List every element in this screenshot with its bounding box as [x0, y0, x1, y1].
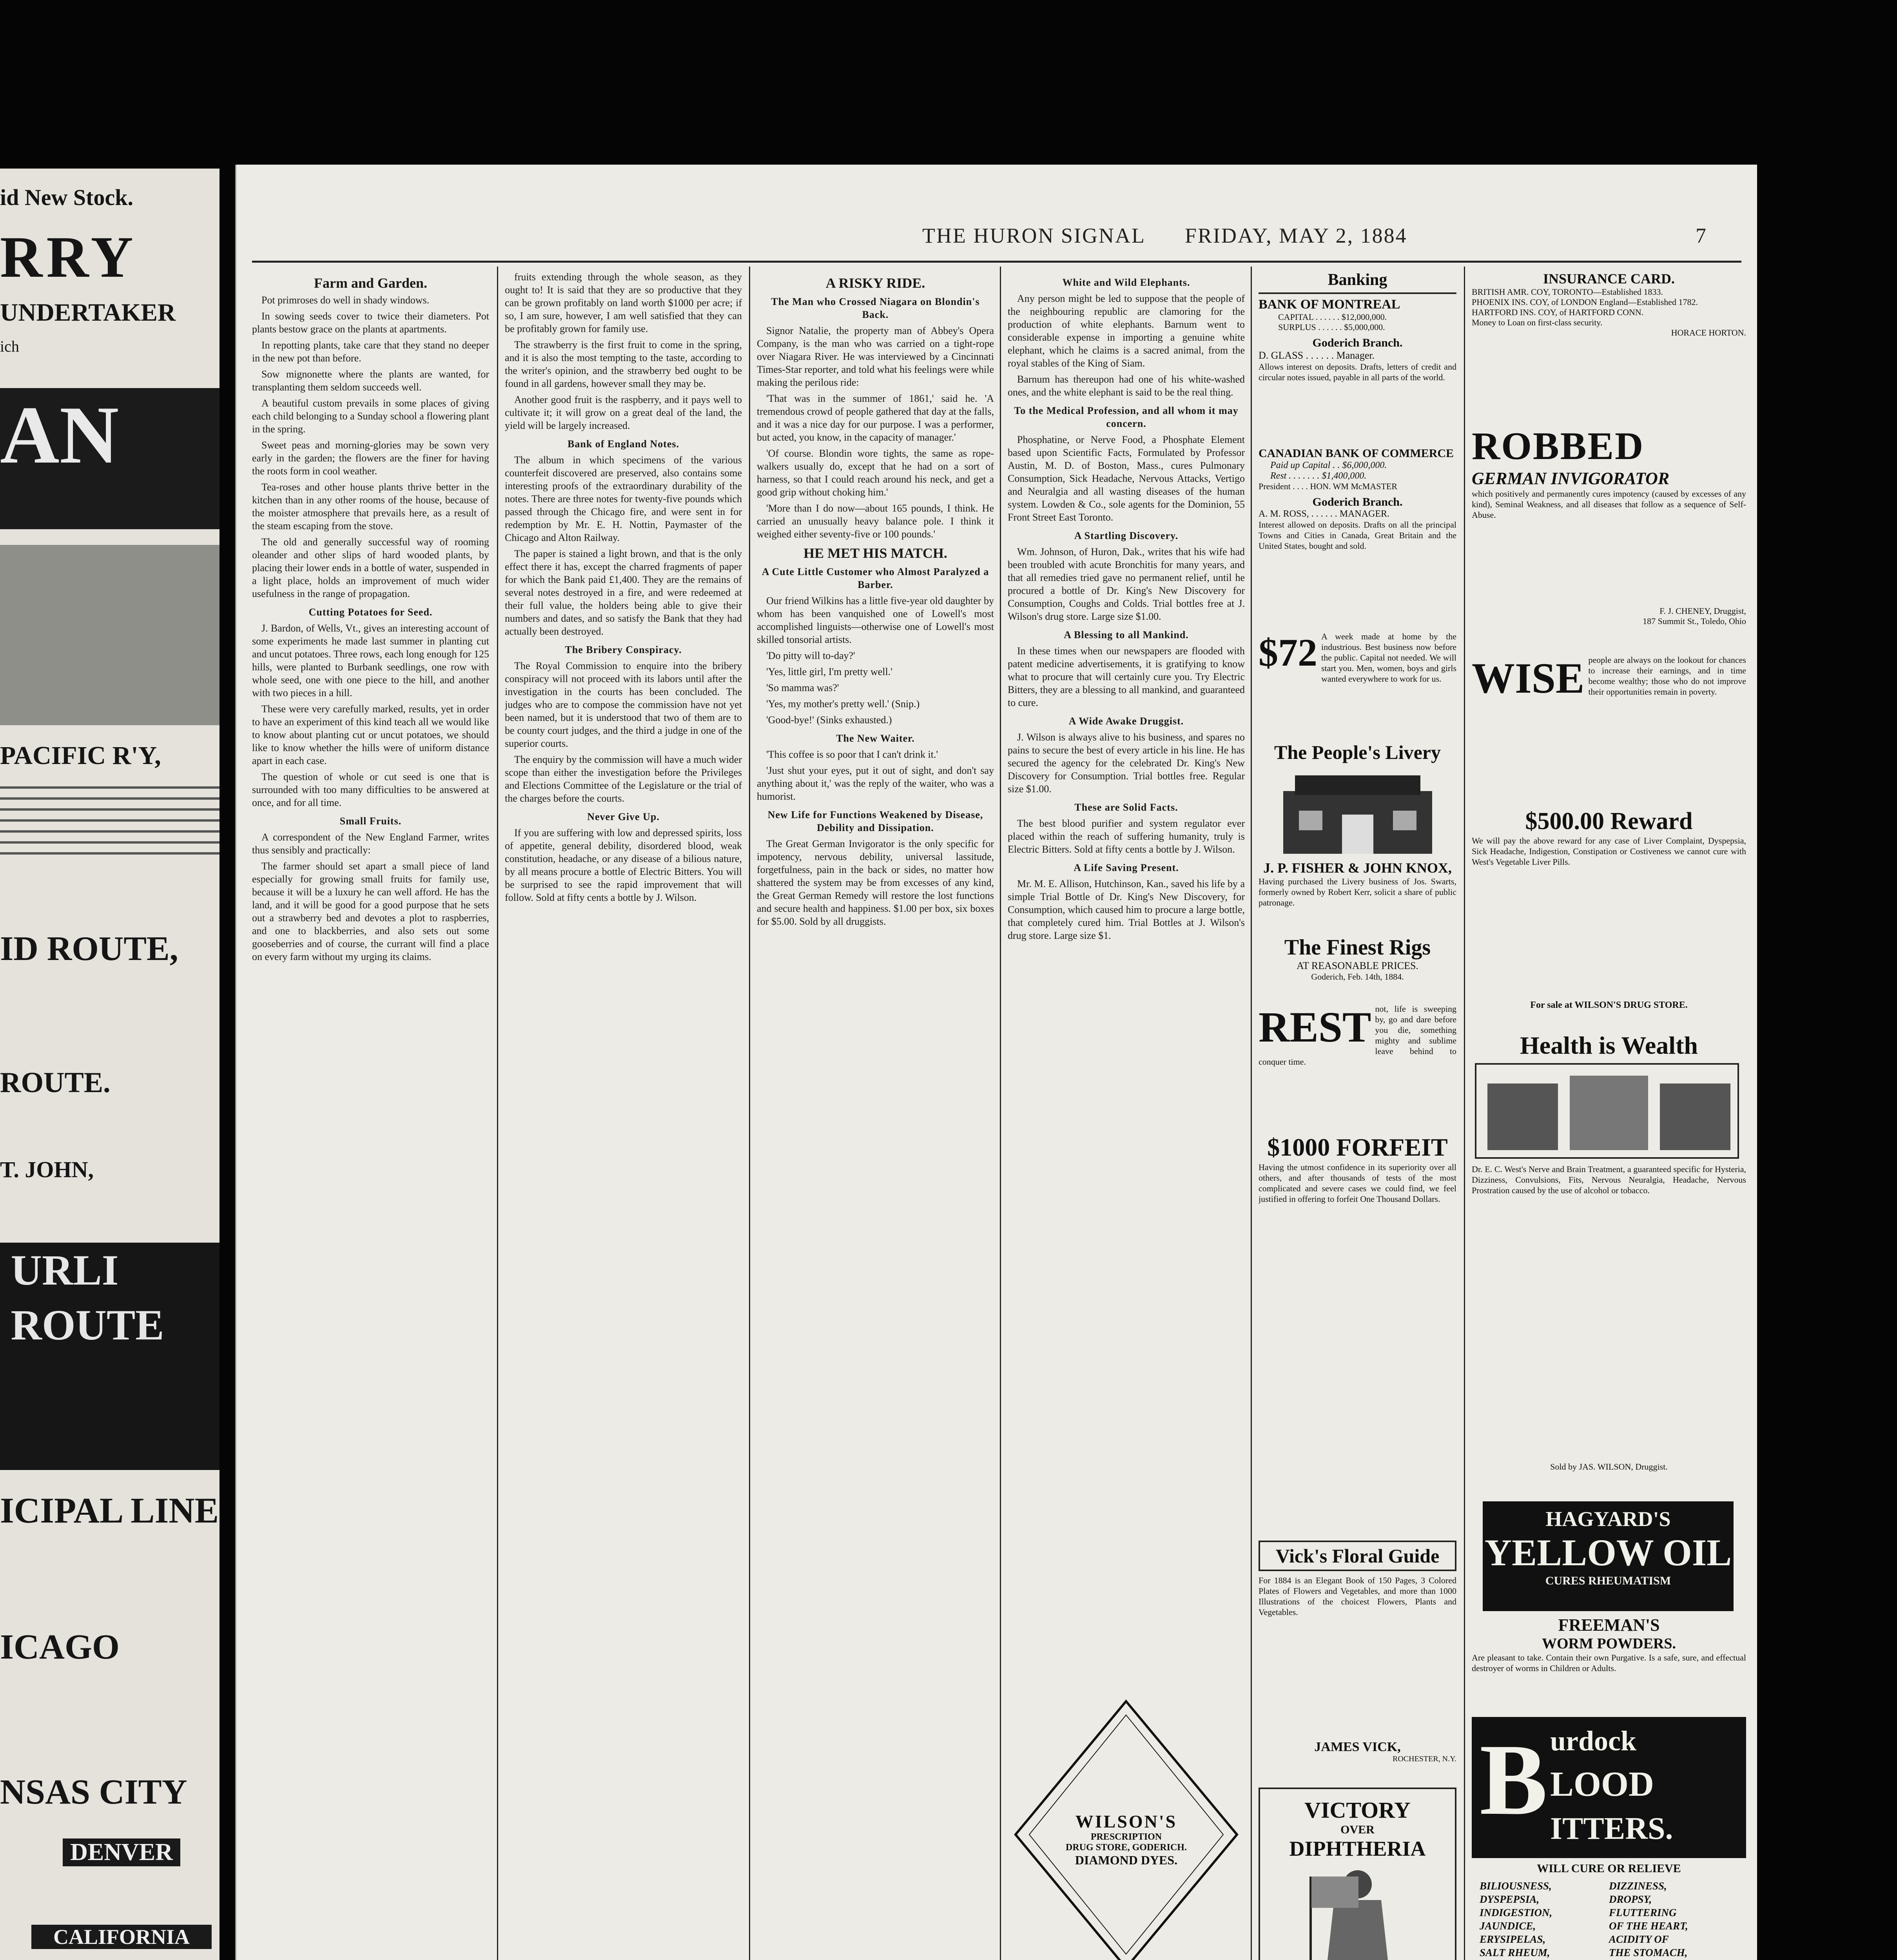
health-headline: Health is Wealth — [1520, 1031, 1698, 1059]
left-fragment-6: ID ROUTE, — [0, 930, 178, 968]
left-fragment-9: ICIPAL LINE — [0, 1490, 219, 1530]
new-life-heading: New Life for Functions Weakened by Disease, Debility and Dissipation. — [767, 809, 983, 833]
commerce-bank-name: CANADIAN BANK OF COMMERCE — [1259, 447, 1454, 460]
burdock1-list — [1472, 1879, 1746, 1960]
hagyard-sub: CURES RHEUMATISM — [1545, 1574, 1671, 1587]
masthead-date: FRIDAY, MAY 2, 1884 — [1185, 224, 1407, 247]
article-paragraph: 'That was in the summer of 1861,' said he. 'A tremendous crowd of people gathered that day at the falls, and it was a nice day for our purpose. I was a performer, but acted, you know, in the capacity of manager.' — [757, 393, 994, 443]
article-paragraph: Sow mignonette where the plants are wanted, for transplanting them seldom succeeds well. — [252, 368, 489, 393]
insurance-line: PHOENIX INS. COY, of LONDON England—Established 1782. — [1472, 297, 1698, 307]
burdock-ailment: BILIOUSNESS, — [1480, 1880, 1552, 1892]
reward-headline: $500.00 Reward — [1525, 808, 1693, 835]
left-map-image — [0, 545, 219, 725]
column-rule-1 — [497, 267, 498, 1960]
left-fragment-5: PACIFIC R'Y, — [0, 741, 161, 770]
met-his-match-subheading: A Cute Little Customer who Almost Paralyzed a Barber. — [762, 566, 989, 590]
solid-facts-heading: These are Solid Facts. — [1074, 802, 1178, 813]
banking-title: Banking — [1328, 271, 1387, 289]
burdock-ailment: ERYSIPELAS, — [1480, 1933, 1546, 1945]
freeman-sub: WORM POWDERS. — [1542, 1635, 1676, 1652]
wise-headline: WISE — [1472, 655, 1585, 702]
health-footer: Sold by JAS. WILSON, Druggist. — [1550, 1462, 1668, 1472]
article-paragraph: Another good fruit is the raspberry, and it pays well to cultivate it; it will grow on a great deal of the land, the yield will be largely increased. — [505, 394, 742, 431]
article-paragraph: 'Of course. Blondin wore tights, the same as rope-walkers usually do, except that he had on a sort of harness, so that I could reach around his neck, and get a good grip without choking him.' — [757, 448, 994, 498]
robbed-ad — [1472, 423, 1746, 651]
bank2-body: Interest allowed on deposits. Drafts on all the principal Towns and Cities in Canada, Great Britain and the United States, bought and sold. — [1259, 520, 1456, 551]
livery-footer: Goderich, Feb. 14th, 1884. — [1311, 972, 1404, 982]
banking-ad — [1259, 270, 1456, 443]
wilson-drug-ad — [1008, 1693, 1245, 1960]
goderich-branch-1: Goderich Branch. — [1312, 336, 1403, 349]
article-paragraph: In sowing seeds cover to twice their diameters. Pot plants bestow grace on the plants at apartments. — [252, 310, 489, 335]
wise-text: people are always on the lookout for chances to increase their earnings, and in time become wealthy; those who do not improve their opportunities remain in poverty. — [1588, 655, 1746, 697]
burdock-ailment: DYSPEPSIA, — [1480, 1893, 1540, 1905]
s72-ad — [1259, 631, 1456, 737]
left-fragment-12: DENVER — [63, 1838, 180, 1866]
article-paragraph: 'So mamma was?' — [766, 682, 839, 693]
robbed-headline: ROBBED — [1472, 424, 1645, 468]
article-paragraph: The enquiry by the commission will have a much wider scope than either the investigation before the Privileges and Elections Committee of the Legislature or the trial of the charges before the courts. — [505, 754, 742, 804]
insurance-line: HARTFORD INS. COY, of HARTFORD CONN. — [1472, 307, 1644, 317]
article-paragraph: A correspondent of the New England Farmer, writes thus sensibly and practically: — [252, 831, 489, 856]
article-paragraph: A beautiful custom prevails in some places of giving each child belonging to a Sunday school a flowering plant in the spring. — [252, 397, 489, 435]
column-3 — [757, 270, 994, 1960]
livery-tag2: AT REASONABLE PRICES. — [1297, 960, 1418, 971]
newspaper-page — [235, 165, 1757, 1960]
wilson-store: DRUG STORE, GODERICH. — [1066, 1842, 1187, 1853]
left-route-banner: URLI ROUTE — [0, 1243, 219, 1470]
freeman-text: Are pleasant to take. Contain their own Purgative. Is a safe, sure, and effectual destroyer of worms in Children or Adults. — [1472, 1653, 1746, 1673]
page-number: 7 — [1696, 224, 1706, 247]
livery-tag: The Finest Rigs — [1284, 935, 1431, 960]
wilson-name: WILSON'S — [1075, 1811, 1177, 1831]
farm-garden-heading: Farm and Garden. — [314, 275, 427, 291]
left-fragment-2: RRY — [0, 225, 137, 290]
column-4 — [1008, 270, 1245, 1690]
rest-headline: REST — [1259, 1004, 1371, 1051]
article-paragraph: In repotting plants, take care that they stand no deeper in the new pot than before. — [252, 339, 489, 364]
article-paragraph: 'Yes, little girl, I'm pretty well.' — [766, 666, 892, 677]
insurance-line: HORACE HORTON. — [1671, 328, 1746, 338]
forfeit-headline: $1000 FORFEIT — [1267, 1133, 1448, 1161]
article-paragraph: The album in which specimens of the various counterfeit discovered are preserved, also contains some interesting proofs of the extraordinary durability of the notes. There are three notes for twenty-five pounds which passed through the Chicago fire, and were sent in for redemption by Mr. E. H. Nottin, Paymaster of the Chicago and Alton Railway. — [505, 454, 742, 543]
vick-text: For 1884 is an Elegant Book of 150 Pages, 3 Colored Plates of Flowers and Vegetables, and more than 1000 Illustrations of the choicest Flowers, Plants and Vegetables. — [1259, 1575, 1456, 1617]
article-paragraph: J. Bardon, of Wells, Vt., gives an interesting account of some experiments he made last summer in planting cut and uncut potatoes. Three rows, each long enough for 125 hills, were planted to Burbank seedlings, one row with whole seed, one with one piece to the hill, and another with two pieces in a hill. — [252, 622, 489, 699]
livery-ad — [1259, 741, 1456, 1000]
insurance-ad — [1472, 270, 1746, 419]
left-fragment-8: T. JOHN, — [0, 1157, 94, 1182]
masthead-rule — [252, 261, 1741, 263]
s72-headline: $72 — [1259, 631, 1317, 674]
article-paragraph: Tea-roses and other house plants thrive better in the kitchen than in any other rooms of the house, because of the moister atmosphere that prevails here, as a result of the steam escaping from the stove. — [252, 481, 489, 532]
life-saving-heading: A Life Saving Present. — [1074, 862, 1179, 873]
small-fruits-heading: Small Fruits. — [339, 815, 402, 827]
bank-of-montreal: BANK OF MONTREAL — [1259, 297, 1400, 312]
victory-figure-icon — [1275, 1861, 1440, 1960]
startling-discovery-heading: A Startling Discovery. — [1074, 530, 1179, 541]
wide-awake-heading: A Wide Awake Druggist. — [1068, 715, 1184, 727]
burdock-ailment: ACIDITY OF — [1609, 1933, 1669, 1945]
article-paragraph: The paper is stained a light brown, and that is the only effect there it has, except the charred fragments of paper for which the Bank paid £1,400. They are the remains of several notes destroyed in a fire, and were redeemed at their full value, the holders being able to give their numbers and dates, and so satisfy the Bank that they had actually been destroyed. — [505, 548, 742, 637]
reward-footer: For sale at WILSON'S DRUG STORE. — [1530, 1000, 1688, 1010]
insurance-title: INSURANCE CARD. — [1543, 271, 1675, 287]
article-paragraph: 'Yes, my mother's pretty well.' (Snip.) — [766, 698, 920, 710]
wilson-prescription: PRESCRIPTION — [1090, 1832, 1162, 1842]
burdock-ailment: FLUTTERING — [1609, 1907, 1677, 1918]
bank2-president: President . . . . HON. WM McMASTER — [1259, 481, 1398, 491]
vick-headline: Vick's Floral Guide — [1259, 1541, 1456, 1571]
banking-rule — [1259, 292, 1456, 294]
bribery-heading: The Bribery Conspiracy. — [565, 644, 682, 655]
health-text: Dr. E. C. West's Nerve and Brain Treatment, a guaranteed specific for Hysteria, Dizziness, Convulsions, Fits, Nervous Neuralgia, Headache, Nervous Prostration caused by the use of alcohol or tobacco. — [1472, 1164, 1746, 1195]
article-paragraph: Phosphatine, or Nerve Food, a Phosphate Element based upon Scientific Facts, Formulated by Professor Austin, M. D. of Boston, Mass., cures Pulmonary Consumption, Sick Headache, Nervous Attacks, Vertigo and Neuralgia and all wasting diseases of the human system. Lowden & Co., sole agents for the Dominion, 55 Front Street East Toronto. — [1008, 434, 1245, 523]
diphtheria-headline-3: DIPHTHERIA — [1289, 1837, 1426, 1860]
article-paragraph: Signor Natalie, the property man of Abbey's Opera Company, is the man who was carried on a tight-rope over Niagara River. He was interviewed by a Cincinnati Times-Star reporter, and told what his feelings were while making the perilous ride: — [757, 325, 994, 388]
burdock-ailment: INDIGESTION, — [1480, 1907, 1552, 1918]
bank1-capital: CAPITAL . . . . . . $12,000,000. — [1278, 312, 1387, 322]
forfeit-ad — [1259, 1133, 1456, 1537]
burdock1-cures: WILL CURE OR RELIEVE — [1537, 1862, 1681, 1875]
article-paragraph: The question of whole or cut seed is one that is surrounded with too many difficulties to be answered at once, and for all time. — [252, 771, 489, 808]
health-ad — [1472, 1031, 1746, 1494]
article-paragraph: 'Do pitty will to-day?' — [766, 650, 855, 661]
reward-ad — [1472, 808, 1746, 1027]
burdock1-line3: ITTERS. — [1550, 1811, 1673, 1846]
column-rule-2 — [749, 267, 750, 1960]
bank2-manager: A. M. ROSS, . . . . . . MANAGER. — [1259, 509, 1390, 519]
column-2 — [505, 270, 742, 1960]
burdock1-line1: urdock — [1550, 1725, 1637, 1757]
wise-ad — [1472, 655, 1746, 804]
article-paragraph: Sweet peas and morning-glories may be sown very early in the garden; the flowers are the finer for having the roots form in cool weather. — [252, 439, 489, 477]
robbed-sub: GERMAN INVIGORATOR — [1472, 469, 1670, 488]
rest-ad — [1259, 1004, 1456, 1129]
burdock-b-icon: B — [1480, 1723, 1548, 1836]
medical-profession-heading: To the Medical Profession, and all whom it may concern. — [1014, 405, 1239, 429]
left-banner-block: AN — [0, 388, 219, 529]
insurance-line: Money to Loan on first-class security. — [1472, 318, 1603, 327]
vick-place: ROCHESTER, N.Y. — [1393, 1755, 1456, 1763]
article-paragraph: Pot primroses do well in shady windows. — [261, 294, 430, 306]
met-his-match-heading: HE MET HIS MATCH. — [803, 545, 947, 561]
article-paragraph: fruits extending through the whole season, as they ought to! It is said that they are so productive that they can be grown profitably on land worth $1000 per acre; if so, I am sure, however, I am well satisfied that they can be profitably grown for family use. — [505, 271, 742, 334]
article-paragraph: The farmer should set apart a small piece of land especially for growing small fruits for family use, because it will be a luxury he can well afford. He has the land, and it will be good for a good purpose that he sets out a strawberry bed and devotes a plot to raspberries, and one to blackberries, and also sets out some gooseberries and of course, the currant will find a place on every farm without my urging its claims. — [252, 860, 489, 962]
robbed-address: 187 Summit St., Toledo, Ohio — [1643, 616, 1746, 626]
facing-page-fragment — [0, 169, 219, 1960]
freeman-ad — [1472, 1615, 1746, 1713]
article-paragraph: The best blood purifier and system regulator ever placed within the reach of suffering humanity, truly is Electric Bitters. Sold at fifty cents a bottle by J. Wilson. — [1008, 818, 1245, 855]
article-paragraph: Any person might be led to suppose that the people of the neighbouring republic are clamoring for the production of white elephants. Barnum went to considerable expense in importing a genuine white elephant, which he claims is a sacred animal, from the royal stables of the King of Siam. — [1008, 293, 1245, 369]
hagyard-main: YELLOW OIL — [1484, 1532, 1732, 1573]
commerce-bank-ad — [1259, 447, 1456, 627]
left-fragment-11: NSAS CITY — [0, 1773, 187, 1811]
livery-title: The People's Livery — [1274, 741, 1441, 763]
rest-text: not, life is sweeping by, go and dare before you die, something mighty and sublime leave behind to conquer time. — [1259, 1004, 1456, 1067]
masthead-title: THE HURON SIGNAL — [922, 224, 1146, 247]
burdock-banner-1 — [1472, 1717, 1746, 1858]
article-paragraph: Our friend Wilkins has a little five-year old daughter by whom has been vanquished one of Lowell's most accomplished linguists—otherwise one of Lowell's most skilled tonsorial artists. — [757, 595, 994, 645]
vick-signature: JAMES VICK, — [1314, 1740, 1401, 1754]
risky-ride-subheading: The Man who Crossed Niagara on Blondin's Back. — [771, 296, 980, 320]
hagyard-name: HAGYARD'S — [1545, 1507, 1671, 1531]
article-paragraph: These were very carefully marked, results, yet in order to have an experiment of this kind teach all we would like to know about planting cut or uncut potatoes, we should like to know whether the hills were of uniform distance apart in each case. — [252, 703, 489, 766]
burdock-ailment: DROPSY, — [1609, 1893, 1652, 1905]
diphtheria-illustration — [1259, 1788, 1456, 1960]
left-fragment-7: ROUTE. — [0, 1067, 111, 1099]
livery-stable-icon — [1268, 768, 1448, 858]
new-waiter-heading: The New Waiter. — [836, 733, 915, 744]
article-paragraph: The strawberry is the first fruit to come in the spring, and it is also the most tempting to the taste, according to the writer's opinion, and the strawberry bed ought to be found in all gardens, however small they may be. — [505, 339, 742, 389]
burdock1-line2: LOOD — [1550, 1765, 1654, 1804]
article-paragraph: 'More than I do now—about 165 pounds, I think. He carried an unusually heavy balance pole. I think it weighed either seventy-five or 100 pounds.' — [757, 503, 994, 540]
bank1-surplus: SURPLUS . . . . . . $5,000,000. — [1278, 322, 1385, 332]
article-paragraph: In these times when our newspapers are flooded with patent medicine advertisements, it is gratifying to know what to procure that will certainly cure you. Try Electric Bitters, they are a blessing to all mankind, and guaranteed to cure. — [1008, 645, 1245, 708]
left-fragment-10: ICAGO — [0, 1628, 120, 1666]
article-paragraph: Barnum has thereupon had one of his white-washed ones, and the white elephant is said to be the real thing. — [1008, 374, 1245, 398]
left-fragment-13: CALIFORNIA — [31, 1925, 212, 1949]
bank-notes-heading: Bank of England Notes. — [568, 438, 679, 450]
column-1 — [252, 270, 489, 1960]
column-rule-5 — [1464, 267, 1465, 1960]
left-fragment-1: id New Stock. — [0, 185, 133, 210]
diphtheria-ad — [1259, 1788, 1456, 1960]
livery-body: Having purchased the Livery business of Jos. Swarts, formerly owned by Robert Kerr, solicit a share of public patronage. — [1259, 877, 1456, 907]
never-give-up-heading: Never Give Up. — [587, 811, 660, 822]
diphtheria-headline-1: VICTORY — [1304, 1797, 1411, 1823]
burdock-ailment: THE STOMACH, — [1609, 1947, 1688, 1958]
burdock-ailment: JAUNDICE, — [1480, 1920, 1536, 1932]
article-paragraph: The Royal Commission to enquire into the bribery conspiracy will not proceed with its labors until after the investigation in the courts has been concluded. The judges who are to compose the commission have not yet been named, but it is understood that two of them are to be county court judges, and the third a judge in one of the superior courts. — [505, 660, 742, 749]
bank1-body: Allows interest on deposits. Drafts, letters of credit and circular notes issued, payable in all parts of the world. — [1259, 362, 1456, 382]
bank2-capital: Paid up Capital . . $6,000,000. — [1270, 460, 1387, 470]
diphtheria-headline-2: OVER — [1340, 1823, 1375, 1836]
robbed-text: which positively and permanently cures impotency (caused by excesses of any kind), Seminal Weakness, and all diseases that follow as a sequence of Self-Abuse. — [1472, 489, 1746, 520]
bank1-manager: D. GLASS . . . . . . Manager. — [1259, 350, 1375, 361]
burdock-ailment: DIZZINESS, — [1609, 1880, 1667, 1892]
blessing-heading: A Blessing to all Mankind. — [1064, 629, 1189, 641]
cutting-potatoes-heading: Cutting Potatoes for Seed. — [308, 606, 433, 618]
article-paragraph: 'Just shut your eyes, put it out of sight, and don't say anything about it,' was the reply of the waiter, who was a humorist. — [757, 765, 994, 802]
column-rule-4 — [1251, 267, 1252, 1960]
article-paragraph: 'This coffee is so poor that I can't drink it.' — [766, 749, 938, 760]
forfeit-text: Having the utmost confidence in its superiority over all others, and after thousands of tests of the most complicated and severe cases we could find, we feel justified in offering to forfeit One Thousand Dollars. — [1259, 1162, 1456, 1204]
bank2-rest: Rest . . . . . . . $1,400,000. — [1270, 471, 1367, 481]
robbed-signature: F. J. CHENEY, Druggist, — [1659, 606, 1746, 616]
burdock-ailment: OF THE HEART, — [1609, 1920, 1688, 1932]
article-paragraph: If you are suffering with low and depressed spirits, loss of appetite, general debility, disordered blood, weak constitution, headache, or any disease of a bilious nature, by all means procure a bottle of Electric Bitters. You will be surprised to see the rapid improvement that will follow. Sold at fifty cents a bottle by J. Wilson. — [505, 827, 742, 903]
livery-owners: J. P. FISHER & JOHN KNOX, — [1263, 860, 1452, 876]
article-paragraph: Wm. Johnson, of Huron, Dak., writes that his wife had been troubled with acute Bronchitis for many years, and that all remedies tried gave no permanent relief, until he procured a bottle of Dr. King's New Discovery for Consumption, Coughs and Colds. Trial bottles free at J. Wilson's drug store. Large size $1.00. — [1008, 546, 1245, 622]
column-rule-3 — [1000, 267, 1001, 1960]
burdock-ailment: SALT RHEUM, — [1480, 1947, 1550, 1958]
health-illustration-icon — [1472, 1060, 1742, 1162]
goderich-branch-2: Goderich Branch. — [1312, 495, 1403, 508]
reward-text: We will pay the above reward for any case of Liver Complaint, Dyspepsia, Sick Headache, Indigestion, Constipation or Costiveness we cannot cure with West's Vegetable Liver Pills. — [1472, 836, 1746, 867]
wilson-dyes: DIAMOND DYES. — [1075, 1853, 1178, 1867]
article-paragraph: The old and generally successful way of rooming oleander and other slips of hard wooded plants, by placing their lower ends in a bottle of water, suspended in a light place, holds an improvement of much wider usefulness in the range of propagation. — [252, 536, 489, 599]
article-paragraph: Mr. M. E. Allison, Hutchinson, Kan., saved his life by a simple Trial Bottle of Dr. King's New Discovery, for Consumption, which caused him to procure a large bottle, that completely cured him. Trial Bottles at J. Wilson's drug store. Large size $1. — [1008, 878, 1245, 941]
left-fragment-4: ich — [0, 338, 19, 355]
hagyard-ad — [1483, 1501, 1734, 1611]
s72-text: A week made at home by the industrious. Best business now before the public. Capital not needed. We will start you. Men, women, boys and girls wanted everywhere to work for us. — [1321, 632, 1456, 684]
vick-ad — [1259, 1541, 1456, 1784]
left-fragment-3: UNDERTAKER — [0, 298, 176, 326]
article-paragraph: J. Wilson is always alive to his business, and spares no pains to secure the best of every article in his line. He has secured the agency for the celebrated Dr. King's New Discovery for Consumption. Trial bottles free. Regular size $1.00. — [1008, 731, 1245, 795]
risky-ride-heading: A RISKY RIDE. — [825, 275, 925, 291]
article-paragraph: The Great German Invigorator is the only specific for impotency, nervous debility, universal lassitude, forgetfulness, pain in the back or sides, no matter how shattered the system may be from excesses of any kind, the Great German Remedy will restore the lost functions and secure health and happiness. $1.00 per box, six boxes for $5.00. Sold by all druggists. — [757, 838, 994, 927]
insurance-line: BRITISH AMR. COY, TORONTO—Established 1833. — [1472, 287, 1663, 297]
freeman-headline: FREEMAN'S — [1558, 1615, 1660, 1635]
left-text-block-1 — [0, 784, 219, 933]
elephants-heading: White and Wild Elephants. — [1062, 277, 1190, 288]
burdock-ad-1 — [1472, 1717, 1746, 1960]
article-paragraph: 'Good-bye!' (Sinks exhausted.) — [766, 714, 892, 726]
